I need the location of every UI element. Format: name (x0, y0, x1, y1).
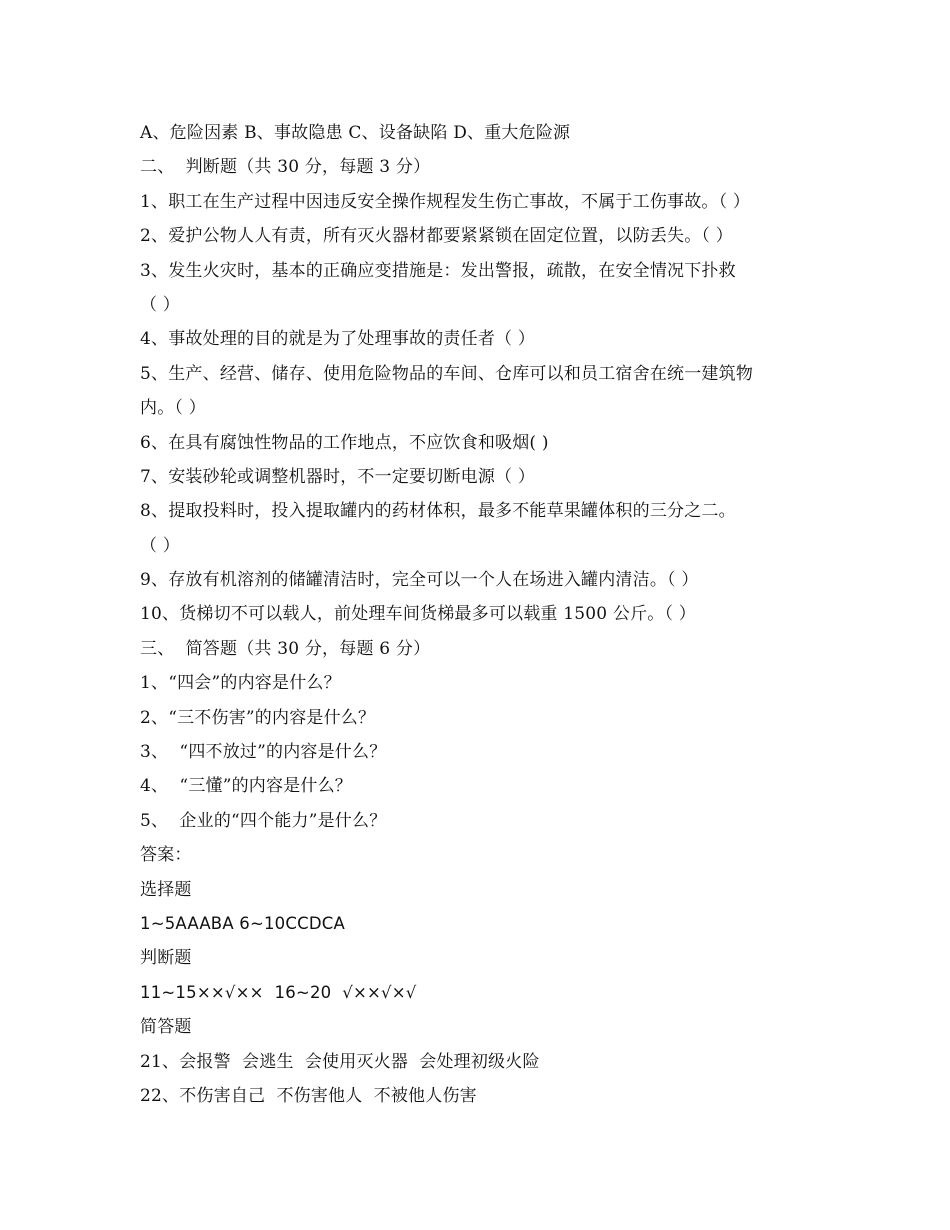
question-line: 9、存放有机溶剂的储罐清洁时，完全可以一个人在场进入罐内清洁。（ ） (140, 570, 699, 591)
question-line: 5、 企业的“四个能力”是什么？ (140, 810, 387, 831)
question-line: 1、“四会”的内容是什么？ (140, 673, 341, 694)
choice-options-line: A、危险因素 B、事故隐患 C、设备缺陷 D、重大危险源 (140, 123, 571, 143)
section-heading-short-answer: 三、 简答题（共 30 分，每题 6 分） (140, 638, 431, 659)
answers-heading: 答案： (140, 845, 192, 866)
question-line: 4、 “三懂”的内容是什么？ (140, 776, 353, 797)
answer-line: 22、不伤害自己 不伤害他人 不被他人伤害 (140, 1085, 477, 1106)
question-line: 2、爱护公物人人有责，所有灭火器材都要紧紧锁在固定位置，以防丢失。（ ） (140, 226, 733, 247)
answer-subheading: 判断题 (140, 948, 192, 969)
answer-subheading: 选择题 (140, 879, 192, 900)
answer-line: 21、会报警 会逃生 会使用灭火器 会处理初级火险 (140, 1051, 540, 1072)
question-line: （ ） (140, 294, 181, 315)
answer-subheading: 简答题 (140, 1017, 192, 1038)
question-line: 3、发生火灾时，基本的正确应变措施是：发出警报，疏散，在安全情况下扑救 (140, 260, 736, 281)
section-heading-true-false: 二、 判断题（共 30 分，每题 3 分） (140, 157, 431, 178)
question-line: 5、生产、经营、储存、使用危险物品的车间、仓库可以和员工宿舍在统一建筑物 (140, 363, 754, 384)
question-line: 1、职工在生产过程中因违反安全操作规程发生伤亡事故，不属于工伤事故。（ ） (140, 191, 751, 212)
question-line: 8、提取投料时，投入提取罐内的药材体积，最多不能草果罐体积的三分之二。 (140, 501, 736, 522)
question-line: （ ） (140, 535, 181, 556)
question-line: 4、事故处理的目的就是为了处理事故的责任者（ ） (140, 329, 536, 350)
question-line: 7、安装砂轮或调整机器时，不一定要切断电源（ ） (140, 466, 536, 487)
answer-line: 1~5AAABA 6~10CCDCA (140, 913, 345, 933)
answer-line: 11~15××√×× 16~20 √××√×√ (140, 982, 417, 1002)
question-line: 2、“三不伤害”的内容是什么？ (140, 707, 376, 728)
question-line: 内。（ ） (140, 398, 206, 419)
question-line: 3、 “四不放过”的内容是什么？ (140, 742, 387, 763)
question-line: 10、货梯切不可以载人，前处理车间货梯最多可以载重 1500 公斤。（ ） (140, 604, 697, 625)
question-line: 6、在具有腐蚀性物品的工作地点，不应饮食和吸烟( ) (140, 432, 549, 453)
document-body (140, 116, 820, 1113)
